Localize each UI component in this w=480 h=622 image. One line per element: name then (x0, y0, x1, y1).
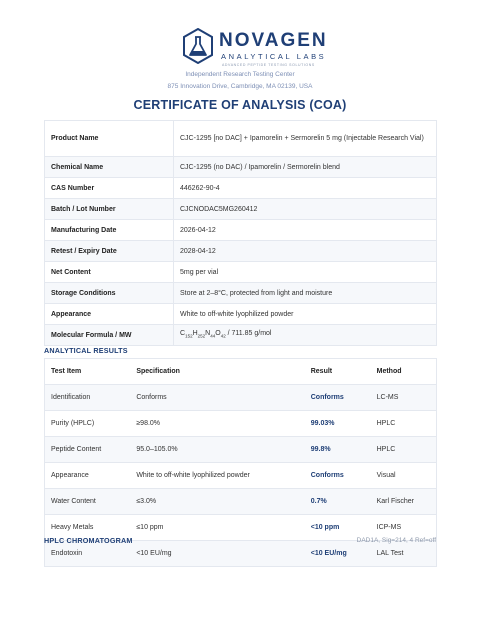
test-item: Endotoxin (45, 541, 131, 567)
info-label: Chemical Name (45, 157, 174, 178)
product-info-table (44, 120, 437, 346)
formula-h-count: 252 (197, 333, 206, 339)
hplc-chromatogram-heading: HPLC CHROMATOGRAM (44, 536, 133, 545)
table-row (45, 325, 437, 346)
result: 99.03% (305, 411, 371, 437)
info-value: 2026-04-12 (174, 220, 437, 241)
info-value: Store at 2–8°C, protected from light and moisture (174, 283, 437, 304)
result: 0.7% (305, 489, 371, 515)
info-label: Appearance (45, 304, 174, 325)
test-item: Purity (HPLC) (45, 411, 131, 437)
info-label: Net Content (45, 262, 174, 283)
specification: ≤10 ppm (130, 515, 304, 541)
table-row (45, 411, 437, 437)
formula-o-count: 42 (220, 333, 226, 339)
info-value: 446262-90-4 (174, 178, 437, 199)
info-label: CAS Number (45, 178, 174, 199)
center-address: 875 Innovation Drive, Cambridge, MA 02139, USA (167, 83, 313, 90)
info-label: Manufacturing Date (45, 220, 174, 241)
center-name: Independent Research Testing Center (185, 71, 295, 78)
info-value: CJC-1295 (no DAC) / Ipamorelin / Sermorelin blend (174, 157, 437, 178)
table-row (45, 178, 437, 199)
formula-n: N (205, 330, 211, 338)
specification: ≤3.0% (130, 489, 304, 515)
column-header: Method (371, 359, 437, 385)
molecular-formula (174, 325, 437, 346)
method: LAL Test (371, 541, 437, 567)
method: HPLC (371, 411, 437, 437)
brand-subtitle: ANALYTICAL LABS (221, 52, 327, 61)
analytical-results-heading: ANALYTICAL RESULTS (44, 346, 128, 355)
info-label: Molecular Formula / MW (45, 325, 174, 346)
specification: <10 EU/mg (130, 541, 304, 567)
formula-c: C (180, 330, 186, 338)
specification: Conforms (130, 385, 304, 411)
info-label: Product Name (45, 121, 174, 157)
test-item: Water Content (45, 489, 131, 515)
brand-tagline: ADVANCED PEPTIDE TESTING SOLUTIONS (222, 63, 315, 67)
method: LC-MS (371, 385, 437, 411)
info-label: Batch / Lot Number (45, 199, 174, 220)
table-header-row (45, 359, 437, 385)
table-row (45, 121, 437, 157)
molecular-weight: / 711.85 g/mol (225, 330, 272, 338)
result: Conforms (305, 463, 371, 489)
table-row (45, 199, 437, 220)
result: <10 EU/mg (305, 541, 371, 567)
info-value: CJC-1295 [no DAC] + Ipamorelin + Sermorelin 5 mg (Injectable Research Vial) (174, 121, 437, 157)
specification: White to off-white lyophilized powder (130, 463, 304, 489)
flask-logo-icon (182, 28, 214, 64)
result: Conforms (305, 385, 371, 411)
formula-o: O (215, 330, 221, 338)
column-header: Test Item (45, 359, 131, 385)
table-row (45, 283, 437, 304)
method: HPLC (371, 437, 437, 463)
table-row (45, 304, 437, 325)
info-label: Retest / Expiry Date (45, 241, 174, 262)
test-item: Identification (45, 385, 131, 411)
formula-h: H (192, 330, 198, 338)
info-value: White to off-white lyophilized powder (174, 304, 437, 325)
method: Visual (371, 463, 437, 489)
table-row (45, 220, 437, 241)
specification: 95.0–105.0% (130, 437, 304, 463)
specification: ≥98.0% (130, 411, 304, 437)
info-value: CJCNODAC5MG260412 (174, 199, 437, 220)
test-item: Peptide Content (45, 437, 131, 463)
method: Karl Fischer (371, 489, 437, 515)
info-label: Storage Conditions (45, 283, 174, 304)
table-row (45, 385, 437, 411)
result: 99.8% (305, 437, 371, 463)
formula-c-count: 152 (185, 333, 193, 339)
result: <10 ppm (305, 515, 371, 541)
table-row (45, 489, 437, 515)
document-title: CERTIFICATE OF ANALYSIS (COA) (133, 98, 347, 112)
method: ICP-MS (371, 515, 437, 541)
table-row (45, 157, 437, 178)
formula-n-count: 44 (210, 333, 216, 339)
table-row (45, 241, 437, 262)
brand-name: NOVAGEN (219, 30, 328, 51)
test-item: Appearance (45, 463, 131, 489)
logo (182, 26, 328, 72)
column-header: Result (305, 359, 371, 385)
table-row (45, 463, 437, 489)
info-value: 2028-04-12 (174, 241, 437, 262)
column-header: Specification (130, 359, 304, 385)
info-value: 5mg per vial (174, 262, 437, 283)
detector-note: DAD1A, Sig=214, 4 Ref=off (356, 537, 436, 544)
table-row (45, 262, 437, 283)
table-row (45, 437, 437, 463)
test-item: Heavy Metals (45, 515, 131, 541)
